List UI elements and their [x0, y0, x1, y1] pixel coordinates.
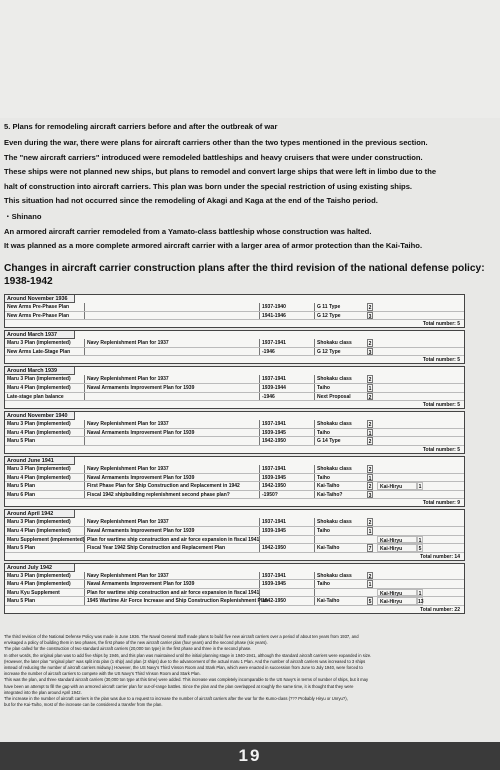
years-cell: 1939-1945	[260, 474, 315, 482]
type-cell: Kai-Taiho	[317, 598, 340, 605]
table-row	[5, 482, 464, 491]
count-cell: 3	[368, 313, 372, 320]
count-cell: 1	[368, 475, 372, 482]
period-label: Around November 1936	[5, 295, 75, 303]
table-row	[5, 348, 464, 357]
program-cell: Navy Replenishment Plan for 1937	[85, 375, 260, 383]
table-row	[5, 589, 464, 598]
period-block	[4, 563, 465, 614]
table-title-line: Changes in aircraft carrier construction plans after the third revision of the national defense policy:	[4, 263, 485, 274]
note-line: have been an attempt to fill the gap with an armored aircraft carrier plan for out-of-range battles. Since the plan and the plan overlapped at roughly the same time, it is thought that they were	[4, 683, 354, 689]
note-line: envisaged a policy of building them in two phases, the first phase of the new aircraft carrier plan (four years) and the second phase (six years).	[4, 640, 268, 646]
type-cell: Next Proposal	[317, 393, 351, 400]
count-cell: 1	[368, 430, 372, 437]
note-line: (However, the later plan "original plan" was split into plan (1 ship) and plan (2 ships) due to the advancement of the actual maru 1 Plan. And the number of aircraft carriers was increased to 3 ships	[4, 658, 366, 664]
years-cell: 1939-1945	[260, 527, 315, 535]
plan-cell: Maru 4 Plan (implemented)	[5, 527, 85, 535]
years-cell: -1946	[260, 393, 315, 401]
extra-count-cell: 5	[418, 546, 422, 553]
years-cell: 1937-1941	[260, 339, 315, 347]
extra-type-cell: Kai-Hiryu	[377, 589, 417, 597]
table-row	[5, 518, 464, 527]
table-row	[5, 437, 464, 446]
period-label: Around July 1942	[5, 564, 75, 572]
program-cell: Navy Replenishment Plan for 1937	[85, 465, 260, 473]
period-total: Total number: 5	[5, 356, 464, 364]
count-cell: 1	[368, 582, 372, 589]
years-cell: 1942-1950	[260, 597, 315, 605]
plan-cell: Maru 3 Plan (implemented)	[5, 572, 85, 580]
plan-cell: New Arms Pre-Phase Plan	[5, 303, 85, 311]
period-total: Total number: 5	[5, 401, 464, 409]
count-cell: 2	[368, 573, 372, 580]
count-cell: 1	[368, 385, 372, 392]
program-cell: Navy Replenishment Plan for 1937	[85, 420, 260, 428]
years-cell: 1941-1946	[260, 312, 315, 320]
years-cell: -1950?	[260, 491, 315, 499]
program-cell: Naval Armaments Improvement Plan for 1939	[85, 474, 260, 482]
count-cell: 2	[368, 520, 372, 527]
plan-cell: Maru 4 Plan (implemented)	[5, 429, 85, 437]
years-cell: 1939-1945	[260, 580, 315, 588]
type-cell: Shokaku class	[317, 340, 352, 347]
table-row	[5, 597, 464, 606]
program-cell: Naval Armaments Improvement Plan for 1939	[85, 429, 260, 437]
period-label: Around April 1942	[5, 510, 75, 518]
extra-count-cell: 1	[418, 484, 422, 491]
years-cell: 1937-1941	[260, 420, 315, 428]
period-label: Around June 1941	[5, 457, 75, 465]
program-cell: Naval Armaments Improvement Plan for 1939	[85, 580, 260, 588]
intro-section	[4, 122, 496, 256]
table-row	[5, 474, 464, 483]
plan-cell: Maru 5 Plan	[5, 597, 85, 605]
program-cell: Navy Replenishment Plan for 1937	[85, 572, 260, 580]
table-row	[5, 375, 464, 384]
table-row	[5, 580, 464, 589]
extra-type-cell: Kai-Hiryu	[377, 544, 417, 552]
plan-cell: Maru 3 Plan (implemented)	[5, 518, 85, 526]
table-row	[5, 465, 464, 474]
type-cell: G 12 Type	[317, 348, 341, 355]
period-label: Around March 1939	[5, 367, 75, 375]
table-row	[5, 527, 464, 536]
type-cell: Shokaku class	[317, 572, 352, 579]
period-label: Around March 1937	[5, 331, 75, 339]
count-cell: 2	[368, 305, 372, 311]
program-cell: Navy Replenishment Plan for 1937	[85, 518, 260, 526]
program-cell: Fiscal Year 1942 Ship Construction and Replacement Plan	[85, 544, 260, 552]
table-row	[5, 420, 464, 429]
period-block	[4, 330, 465, 364]
note-line: instead of reducing the number of aircraft carriers midway.) However, the US Navy's Third Vinson Room and Stark Plan, which were enacted in succession from June to July 1940, were forced to	[4, 665, 363, 671]
type-cell: G 14 Type	[317, 438, 341, 445]
program-cell: Plan for wartime ship construction and air force expansion in fiscal 1941	[87, 536, 260, 543]
extra-type-cell: Kai-Hiryu	[377, 536, 417, 544]
program-cell: Naval Armaments Improvement Plan for 1939	[85, 527, 260, 535]
program-cell: First Phase Plan for Ship Construction and Replacement in 1942	[85, 482, 260, 490]
note-line: The plan called for the construction of two standard aircraft carriers (20,000 ton type) in the first phase and three in the second phase.	[4, 646, 252, 652]
extra-count-cell: 13	[418, 599, 424, 606]
table-row	[5, 393, 464, 402]
period-block	[4, 294, 465, 328]
table-title-line: 1938-1942	[4, 276, 53, 287]
period-total: Total number: 5	[5, 446, 464, 454]
count-cell: 2	[368, 422, 372, 429]
plan-cell: Maru Supplement (implemented)	[7, 536, 85, 543]
program-cell	[85, 312, 260, 320]
program-cell: Naval Armaments Improvement Plan for 1939	[85, 384, 260, 392]
program-cell	[85, 437, 260, 445]
period-block	[4, 366, 465, 409]
plan-cell: Maru 4 Plan (implemented)	[5, 474, 85, 482]
text-line: It was planned as a more complete armored aircraft carrier with a larger area of armor protection than the Kai-Taiho.	[4, 241, 423, 251]
plan-cell: Maru 4 Plan (implemented)	[5, 384, 85, 392]
years-cell: 1937-1941	[260, 375, 315, 383]
note-line: The third revision of the National Defense Policy was made in June 1936. The Naval General Staff made plans to build five new aircraft carriers over a period of about ten years from 1937, and	[4, 634, 359, 639]
period-total: Total number: 14	[5, 553, 464, 561]
years-cell: -1946	[260, 348, 315, 356]
text-line: The "new aircraft carriers" introduced were remodeled battleships and heavy cruisers that were under construction.	[4, 152, 423, 162]
type-cell: G 11 Type	[317, 304, 341, 310]
count-cell: 3	[368, 349, 372, 356]
years-cell: 1939-1944	[260, 384, 315, 392]
count-cell: 2	[368, 484, 372, 491]
type-cell: Taiho	[317, 474, 330, 481]
plan-cell: Late-stage plan balance	[5, 393, 85, 401]
plan-cell: New Arms Late-Stage Plan	[5, 348, 85, 356]
text-line: This situation had not occurred since the remodeling of Akagi and Kaga at the end of the Taisho period.	[4, 196, 378, 206]
plan-cell: Maru 4 Plan (implemented)	[5, 580, 85, 588]
extra-count-cell: 1	[418, 537, 422, 544]
years-cell: 1942-1950	[260, 482, 315, 490]
years-cell	[260, 589, 315, 597]
type-cell	[315, 589, 367, 597]
text-line: Even during the war, there were plans for aircraft carriers other than the two types mentioned in the previous section.	[4, 138, 428, 148]
type-cell: Taiho	[317, 527, 330, 534]
blank-top-area	[0, 0, 500, 118]
type-cell: Kai-Taiho	[317, 545, 340, 552]
table-row	[5, 491, 464, 500]
note-line: integrated into the plan around April 1942.	[4, 689, 82, 695]
intro-paragraph	[4, 138, 496, 206]
period-block	[4, 456, 465, 507]
footnotes	[4, 634, 496, 708]
program-cell: 1945 Wartime Air Force Increase and Ship Construction Replenishment Plan	[87, 598, 269, 605]
table-row	[5, 339, 464, 348]
section-heading: 5. Plans for remodeling aircraft carriers before and after the outbreak of war	[4, 122, 278, 131]
years-cell: 1937-1941	[260, 572, 315, 580]
type-cell: Shokaku class	[317, 465, 352, 472]
years-cell: 1942-1950	[260, 437, 315, 445]
period-block	[4, 509, 465, 560]
note-line: increase the number of aircraft carriers to compete with the US Navy's Third Vinson Room and Stark Plan.	[4, 671, 201, 677]
plan-cell: Maru 5 Plan	[5, 544, 85, 552]
program-cell: Navy Replenishment Plan for 1937	[85, 339, 260, 347]
period-total: Total number: 5	[5, 320, 464, 328]
program-cell	[85, 348, 260, 356]
shinano-paragraph	[4, 212, 496, 251]
carrier-plan-table	[4, 292, 465, 614]
count-cell: 2	[368, 439, 372, 446]
period-label: Around November 1940	[5, 412, 75, 420]
shinano-title: ・Shinano	[4, 212, 42, 222]
count-cell: 2	[368, 377, 372, 384]
years-cell: 1942-1950	[260, 544, 315, 552]
period-total: Total number: 9	[5, 499, 464, 507]
table-row	[5, 384, 464, 393]
years-cell: 1937-1940	[260, 303, 315, 311]
table-row	[5, 572, 464, 581]
count-cell: 2	[368, 341, 372, 348]
period-total: Total number: 22	[5, 606, 464, 614]
period-block	[4, 411, 465, 454]
years-cell	[260, 536, 315, 544]
text-line: halt of construction into aircraft carriers. This plan was born under the special restriction of using existing ships.	[4, 181, 413, 191]
table-row	[5, 429, 464, 438]
program-cell	[85, 303, 260, 311]
text-line: These ships were not planned new ships, but plans to remodel and convert large ships that were left in limbo due to the	[4, 167, 437, 177]
extra-count-cell: 1	[418, 590, 422, 597]
plan-cell: Maru Kyu Supplement	[5, 589, 85, 597]
years-cell: 1937-1941	[260, 465, 315, 473]
plan-cell: Maru 6 Plan	[5, 491, 85, 499]
program-cell: Fiscal 1942 shipbuilding replenishment second phase plan?	[85, 491, 260, 499]
count-cell: 7	[368, 546, 372, 553]
note-line: but for the Kai-Taiho, most of the increase can be considered a transfer from the plan.	[4, 702, 163, 708]
type-cell: Kai-Taiho?	[317, 491, 343, 498]
table-row	[5, 303, 464, 312]
plan-cell: Maru 5 Plan	[5, 437, 85, 445]
extra-type-cell: Kai-Hiryu	[377, 597, 417, 605]
count-cell: 2	[368, 394, 372, 401]
page-footer	[0, 742, 500, 770]
count-cell: 3	[368, 492, 372, 499]
type-cell: Kai-Taiho	[317, 483, 340, 490]
count-cell: 2	[368, 466, 372, 473]
plan-cell: Maru 3 Plan (implemented)	[5, 465, 85, 473]
plan-cell: New Arms Pre-Phase Plan	[5, 312, 85, 320]
type-cell: G 12 Type	[317, 312, 341, 319]
count-cell: 1	[368, 528, 372, 535]
page-number: 19	[238, 746, 262, 765]
note-line: The increase in the number of aircraft carriers in the plan was due to a request to increase the number of aircraft carriers after the war for the Kumo-class (??? Probably Hiryu or Unryu?),	[4, 696, 348, 702]
years-cell: 1937-1941	[260, 518, 315, 526]
type-cell: Taiho	[317, 384, 330, 391]
note-line: In other words, the original plan was to add five ships by 1946, and this plan was maintained until the initial planning stage in 1940-1941, although the standard aircraft carriers were expanded in size.	[4, 652, 372, 658]
table-row	[5, 312, 464, 321]
table-title	[4, 262, 496, 288]
type-cell: Taiho	[317, 581, 330, 588]
type-cell: Shokaku class	[317, 421, 352, 428]
program-cell: Plan for wartime ship construction and air force expansion in fiscal 1941	[87, 589, 260, 596]
program-cell	[85, 393, 260, 401]
plan-cell: Maru 3 Plan (implemented)	[5, 420, 85, 428]
plan-cell: Maru 3 Plan (implemented)	[5, 339, 85, 347]
text-line: An armored aircraft carrier remodeled from a Yamato-class battleship whose construction was halted.	[4, 226, 372, 236]
years-cell: 1939-1945	[260, 429, 315, 437]
type-cell: Taiho	[317, 429, 330, 436]
extra-type-cell: Kai-Hiryu	[377, 482, 417, 490]
plan-cell: Maru 3 Plan (implemented)	[5, 375, 85, 383]
type-cell: Shokaku class	[317, 519, 352, 526]
note-line: This was the plan, and three standard aircraft carriers (30,000 ton type at this time) were added. This increase was completely incomparable to the US Navy's in terms of number of ships, but it may	[4, 677, 369, 683]
table-row	[5, 544, 464, 553]
type-cell	[315, 536, 367, 544]
type-cell: Shokaku class	[317, 376, 352, 383]
table-row	[5, 536, 464, 545]
count-cell: 5	[368, 599, 372, 606]
plan-cell: Maru 5 Plan	[5, 482, 85, 490]
